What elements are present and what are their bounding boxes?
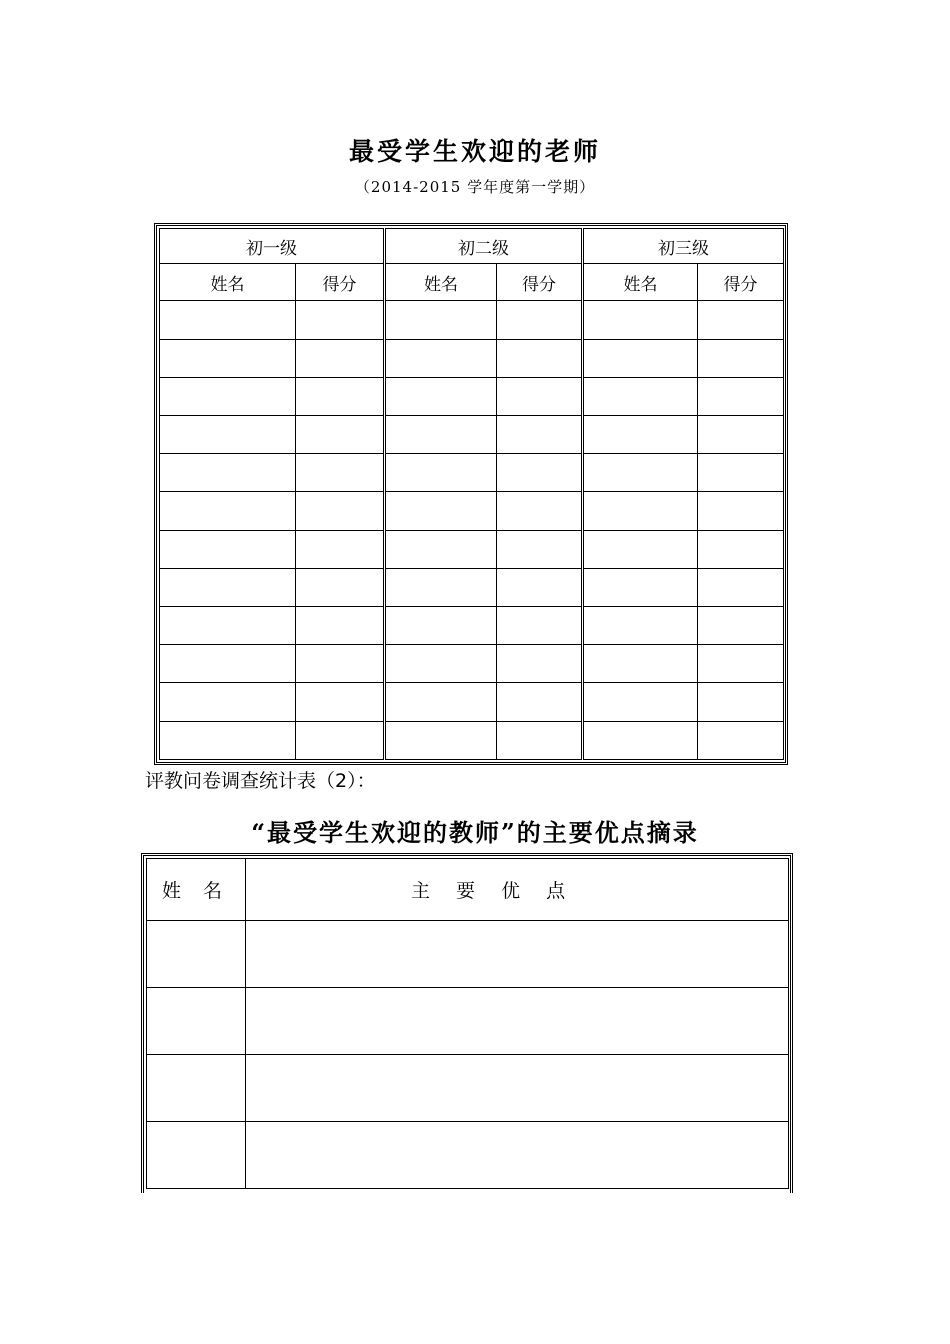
name-cell xyxy=(160,568,296,606)
score-cell xyxy=(296,377,385,415)
score-cell xyxy=(296,492,385,530)
score-cell xyxy=(698,568,784,606)
name-cell xyxy=(583,377,698,415)
merits-cell xyxy=(246,988,789,1055)
name-cell xyxy=(385,568,497,606)
name-cell xyxy=(160,530,296,568)
name-cell xyxy=(583,492,698,530)
score-cell xyxy=(698,416,784,454)
table-row xyxy=(147,1055,789,1122)
score-cell xyxy=(497,721,583,759)
name-cell xyxy=(583,339,698,377)
score-column-header: 得分 xyxy=(698,264,784,301)
table-row xyxy=(160,568,784,606)
merits-cell xyxy=(246,1122,789,1189)
name-cell xyxy=(160,454,296,492)
name-column-header: 姓名 xyxy=(583,264,698,301)
grade-header: 初三级 xyxy=(583,229,784,264)
name-cell xyxy=(160,339,296,377)
score-cell xyxy=(497,645,583,683)
score-cell xyxy=(497,683,583,721)
name-cell xyxy=(385,339,497,377)
table-row xyxy=(147,988,789,1055)
merits-table xyxy=(146,858,789,1189)
page-title: 最受学生欢迎的老师 xyxy=(348,137,601,166)
score-cell xyxy=(296,301,385,339)
score-cell xyxy=(698,721,784,759)
table-row xyxy=(160,377,784,415)
name-cell xyxy=(160,721,296,759)
name-cell xyxy=(385,454,497,492)
table-row xyxy=(160,301,784,339)
name-cell xyxy=(160,492,296,530)
score-cell xyxy=(296,568,385,606)
score-cell xyxy=(497,454,583,492)
name-cell xyxy=(385,301,497,339)
name-cell xyxy=(583,416,698,454)
score-cell xyxy=(497,530,583,568)
table-row xyxy=(160,454,784,492)
score-cell xyxy=(296,416,385,454)
name-cell xyxy=(147,1122,246,1189)
score-cell xyxy=(497,416,583,454)
name-cell xyxy=(583,645,698,683)
name-cell xyxy=(385,645,497,683)
score-cell xyxy=(698,301,784,339)
merits-cell xyxy=(246,921,789,988)
score-cell xyxy=(296,645,385,683)
name-cell xyxy=(147,988,246,1055)
score-cell xyxy=(296,530,385,568)
teacher-score-table xyxy=(159,228,784,760)
score-cell xyxy=(698,645,784,683)
score-cell xyxy=(698,454,784,492)
name-cell xyxy=(583,683,698,721)
score-cell xyxy=(497,492,583,530)
name-cell xyxy=(385,683,497,721)
table-row xyxy=(160,607,784,645)
score-cell xyxy=(497,301,583,339)
name-cell xyxy=(160,645,296,683)
score-cell xyxy=(698,339,784,377)
score-cell xyxy=(698,607,784,645)
score-cell xyxy=(698,492,784,530)
score-cell xyxy=(296,454,385,492)
name-cell xyxy=(385,530,497,568)
score-cell xyxy=(296,721,385,759)
name-cell xyxy=(160,377,296,415)
score-cell xyxy=(497,607,583,645)
grade-header: 初二级 xyxy=(385,229,583,264)
name-cell xyxy=(147,921,246,988)
score-column-header: 得分 xyxy=(296,264,385,301)
name-cell xyxy=(147,1055,246,1122)
score-cell xyxy=(296,339,385,377)
score-cell xyxy=(698,530,784,568)
table-row xyxy=(160,492,784,530)
name-cell xyxy=(160,416,296,454)
name-cell xyxy=(160,683,296,721)
name-cell xyxy=(583,454,698,492)
table-row xyxy=(160,339,784,377)
table-row xyxy=(160,416,784,454)
table-row xyxy=(147,1122,789,1189)
name-cell xyxy=(583,530,698,568)
name-cell xyxy=(385,721,497,759)
name-cell xyxy=(385,377,497,415)
name-cell xyxy=(160,607,296,645)
score-cell xyxy=(296,607,385,645)
score-cell xyxy=(497,377,583,415)
grade-header: 初一级 xyxy=(160,229,385,264)
name-cell xyxy=(583,721,698,759)
table-row xyxy=(160,530,784,568)
name-column-header: 姓名 xyxy=(385,264,497,301)
name-cell xyxy=(160,301,296,339)
name-cell xyxy=(583,568,698,606)
name-column-header: 姓 名 xyxy=(147,859,246,921)
table-caption: 评教问卷调查统计表（2）： xyxy=(145,770,376,792)
merits-cell xyxy=(246,1055,789,1122)
score-cell xyxy=(497,339,583,377)
score-cell xyxy=(698,683,784,721)
table-row xyxy=(160,683,784,721)
table-row xyxy=(160,645,784,683)
score-cell xyxy=(296,683,385,721)
table-row xyxy=(147,921,789,988)
name-cell xyxy=(385,607,497,645)
name-cell xyxy=(385,416,497,454)
name-column-header: 姓名 xyxy=(160,264,296,301)
name-cell xyxy=(385,492,497,530)
merits-column-header: 主 要 优 点 xyxy=(246,859,789,921)
table-row xyxy=(160,721,784,759)
section-title: “最受学生欢迎的教师”的主要优点摘录 xyxy=(251,818,699,847)
score-column-header: 得分 xyxy=(497,264,583,301)
name-cell xyxy=(583,607,698,645)
page-subtitle: （2014-2015 学年度第一学期） xyxy=(354,178,596,196)
score-cell xyxy=(497,568,583,606)
score-cell xyxy=(698,377,784,415)
name-cell xyxy=(583,301,698,339)
